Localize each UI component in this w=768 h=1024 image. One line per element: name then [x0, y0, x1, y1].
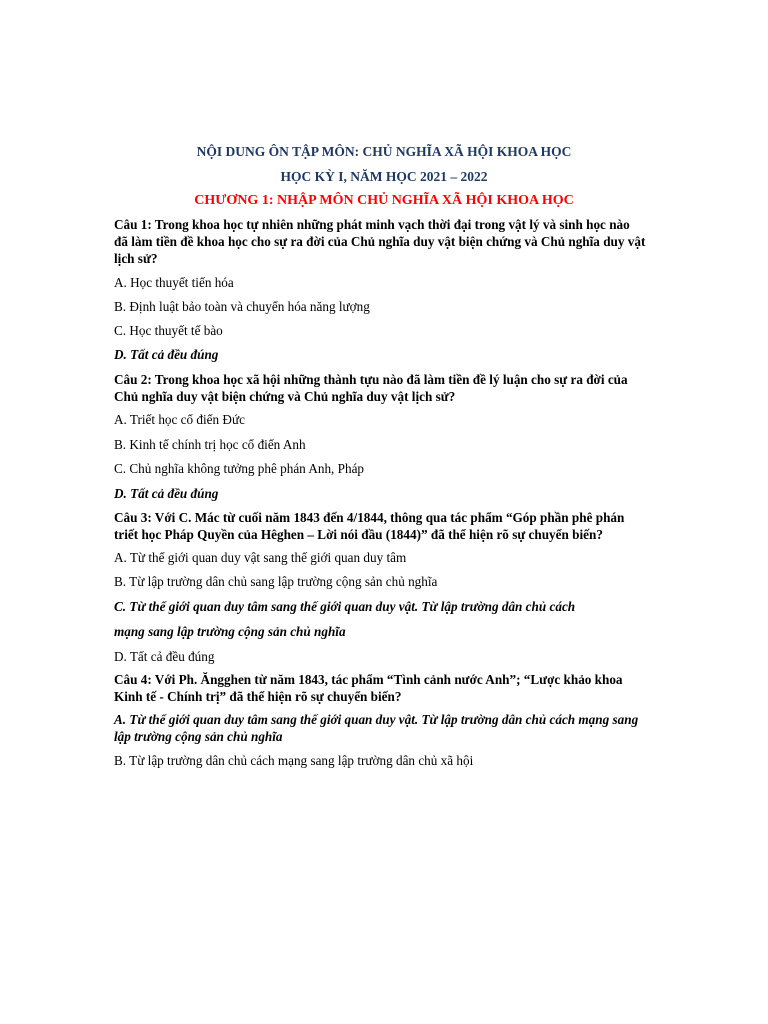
q1-option-b: B. Định luật bảo toàn và chuyển hóa năng lượng — [114, 299, 370, 314]
q1-option-c: C. Học thuyết tế bào — [114, 323, 223, 338]
q1-option-a: A. Học thuyết tiến hóa — [114, 275, 234, 290]
q3-option-c-continued: mạng sang lập trường cộng sản chủ nghĩa — [114, 624, 346, 639]
question-3: Câu 3: Với C. Mác từ cuối năm 1843 đến 4/1844, thông qua tác phẩm “Góp phần phê phán triết học Pháp Quyền của Hêghen – Lời nói đầu (1844)” đã thể hiện rõ sự chuyển biến? — [114, 510, 625, 542]
q4-option-a: A. Từ thế giới quan duy tâm sang thế giới quan duy vật. Từ lập trường dân chủ cách mạng sang lập trường cộng sản chủ nghĩa — [114, 712, 639, 744]
document-title: NỘI DUNG ÔN TẬP MÔN: CHỦ NGHĨA XÃ HỘI KHOA HỌC — [196, 144, 572, 159]
q3-option-a: A. Từ thế giới quan duy vật sang thế giới quan duy tâm — [114, 550, 407, 565]
q2-option-b: B. Kinh tế chính trị học cổ điển Anh — [114, 437, 306, 452]
term-heading: HỌC KỲ I, NĂM HỌC 2021 – 2022 — [280, 169, 488, 184]
q3-option-b: B. Từ lập trường dân chủ sang lập trường cộng sản chủ nghĩa — [114, 574, 438, 589]
q2-option-c: C. Chủ nghĩa không tưởng phê phán Anh, Pháp — [114, 461, 365, 476]
q2-option-d: D. Tất cả đều đúng — [114, 486, 219, 501]
question-4: Câu 4: Với Ph. Ăngghen từ năm 1843, tác phẩm “Tình cảnh nước Anh”; “Lược khảo khoa Kinh tế - Chính trị” đã thể hiện rõ sự chuyển biến? — [114, 672, 623, 704]
question-2: Câu 2: Trong khoa học xã hội những thành tựu nào đã làm tiền đề lý luận cho sự ra đời của Chủ nghĩa duy vật biện chứng và Chủ nghĩa duy vật lịch sử? — [114, 372, 628, 404]
q1-option-d: D. Tất cả đều đúng — [114, 347, 219, 362]
question-1: Câu 1: Trong khoa học tự nhiên những phát minh vạch thời đại trong vật lý và sinh học nào đã làm tiền đề khoa học cho sự ra đời của Chủ nghĩa duy vật biện chứng và Chủ nghĩa duy vật lịch sử? — [114, 217, 646, 266]
q2-option-a: A. Triết học cổ điển Đức — [114, 412, 245, 427]
q4-option-b: B. Từ lập trường dân chủ cách mạng sang lập trường dân chủ xã hội — [114, 753, 474, 768]
q3-option-d: D. Tất cả đều đúng — [114, 649, 215, 664]
q3-option-c: C. Từ thế giới quan duy tâm sang thế giới quan duy vật. Từ lập trường dân chủ cách — [114, 599, 576, 614]
chapter-heading: CHƯƠNG 1: NHẬP MÔN CHỦ NGHĨA XÃ HỘI KHOA HỌC — [194, 193, 574, 208]
